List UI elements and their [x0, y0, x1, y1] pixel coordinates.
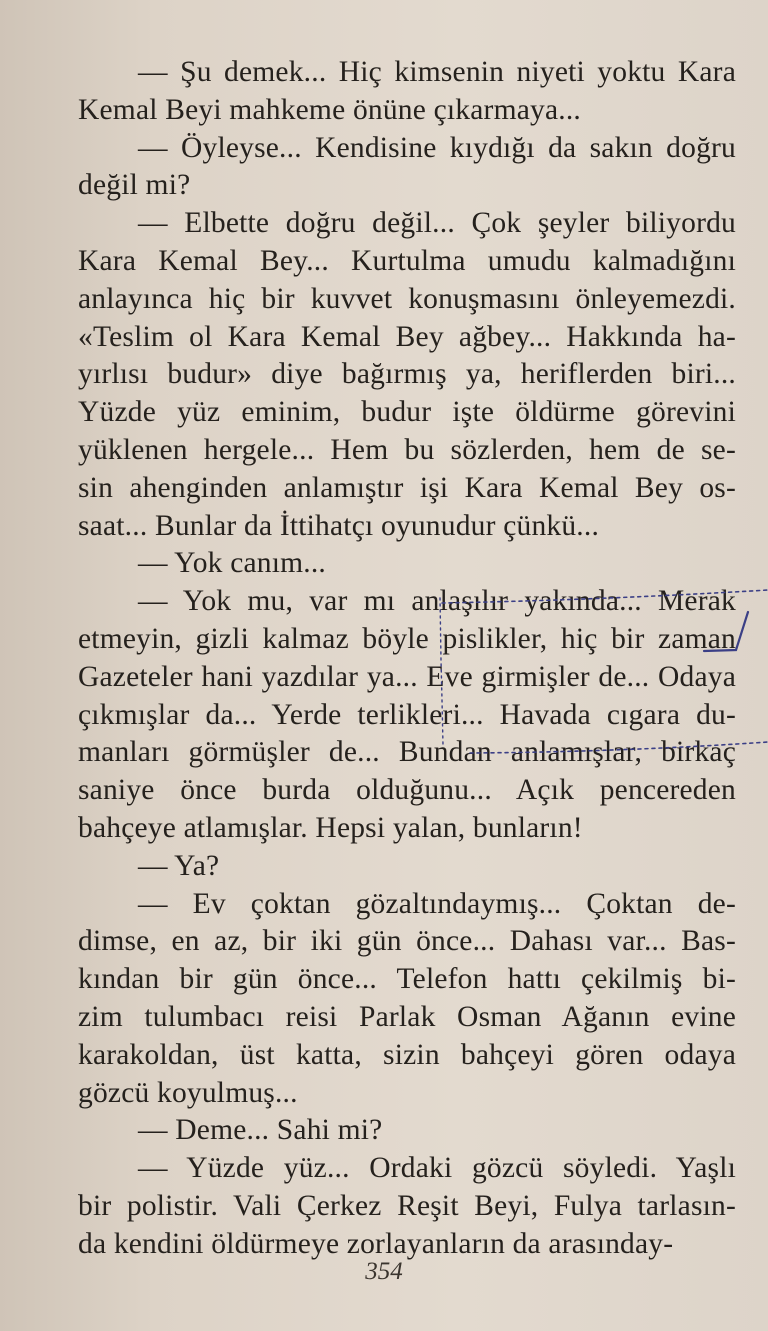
text-line: yüklenen hergele... Hem bu sözlerden, hem de se- [78, 434, 736, 466]
text-line: — Deme... Sahi mi? [138, 1114, 383, 1147]
page-number: 354 [365, 1258, 403, 1285]
text-line: bir polistir. Vali Çerkez Reşit Beyi, Fulya tarlasın- [78, 1190, 736, 1222]
text-line: Kara Kemal Bey... Kurtulma umudu kalmadığını [78, 245, 736, 277]
text-line: bahçeye atlamışlar. Hepsi yalan, bunların! [78, 812, 583, 844]
text-line: — Ev çoktan gözaltındaymış... Çoktan de- [138, 887, 736, 920]
text-line: saniye önce burda olduğunu... Açık pencereden [78, 774, 736, 807]
text-line: zim tulumbacı reisi Parlak Osman Ağanın evine [78, 1001, 736, 1033]
text-line: — Öyleyse... Kendisine kıydığı da sakın doğru [138, 131, 736, 164]
text-line: «Teslim ol Kara Kemal Bey ağbey... Hakkında ha- [78, 320, 736, 353]
text-line: Gazeteler hani yazdılar ya... Eve girmişler de... Odaya [78, 660, 736, 693]
text-line: — Ya? [138, 849, 220, 882]
text-line: sin ahenginden anlamıştır işi Kara Kemal Bey os- [78, 471, 736, 504]
text-line: saat... Bunlar da İttihatçı oyunudur çünkü... [78, 509, 600, 542]
text-line: manları görmüşler de... Bundan anlamışlar, birkaç [78, 736, 736, 769]
text-line: çıkmışlar da... Yerde terlikleri... Havada cıgara du- [78, 698, 736, 731]
text-line: değil mi? [78, 169, 191, 202]
text-line: — Elbette doğru değil... Çok şeyler biliyordu [138, 207, 736, 240]
text-line: da kendini öldürmeye zorlayanların da arasınday- [78, 1227, 674, 1260]
text-line: yırlısı budur» diye bağırmış ya, heriflerden biri... [78, 358, 736, 391]
text-line: kından bir gün önce... Telefon hattı çekilmiş bi- [78, 963, 736, 996]
text-line: anlayınca hiç bir kuvvet konuşmasını önleyemezdi. [78, 282, 736, 315]
text-line: etmeyin, gizli kalmaz böyle pislikler, hiç bir zaman [78, 623, 736, 655]
text-line: karakoldan, üst katta, sizin bahçeyi gören odaya [78, 1038, 736, 1071]
text-line: Kemal Beyi mahkeme önüne çıkarmaya... [78, 93, 581, 126]
text-line: — Yüzde yüz... Ordaki gözcü söyledi. Yaşlı [138, 1152, 736, 1185]
text-line: Yüzde yüz eminim, budur işte öldürme görevini [78, 396, 736, 429]
text-line: — Yok canım... [138, 547, 327, 580]
text-line: — Şu demek... Hiç kimsenin niyeti yoktu Kara [138, 56, 736, 88]
text-line: gözcü koyulmuş... [78, 1076, 298, 1109]
text-line: dimse, en az, bir iki gün önce... Dahası var... Bas- [78, 925, 736, 958]
text-line: — Yok mu, var mı anlaşılır yakında... Merak [138, 585, 736, 618]
